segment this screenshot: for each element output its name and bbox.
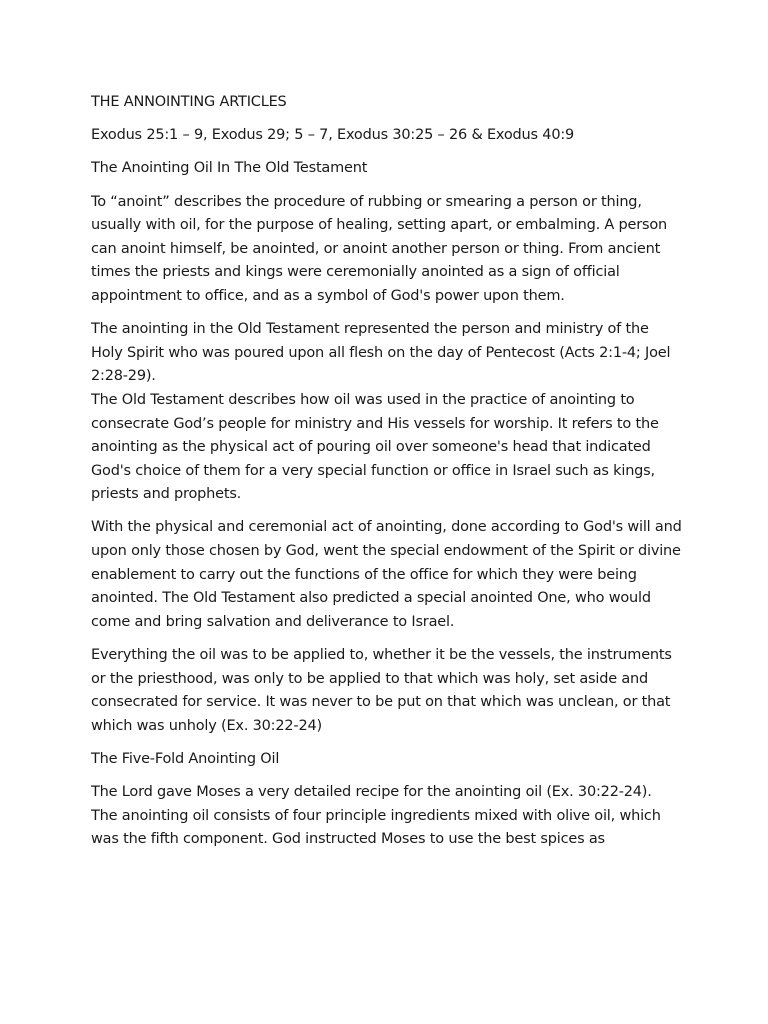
text-line: THE ANNOINTING ARTICLES (91, 94, 287, 110)
text-line: times the priests and kings were ceremonially anointed as a sign of official (91, 264, 620, 281)
text-line: can anoint himself, be anointed, or anoint another person or thing. From ancient (91, 240, 661, 257)
text-line: Everything the oil was to be applied to, whether it be the vessels, the instruments (91, 647, 672, 664)
text-line: consecrated for service. It was never to be put on that which was unclean, or that (91, 694, 671, 711)
text-line: With the physical and ceremonial act of anointing, done according to God's will and (91, 519, 682, 536)
text-line: The anointing oil consists of four principle ingredients mixed with olive oil, which (91, 807, 661, 824)
text-line: priests and prophets. (91, 486, 242, 503)
text-line: God's choice of them for a very special function or office in Israel such as kings, (91, 462, 655, 479)
text-line: appointment to office, and as a symbol of God's power upon them. (91, 287, 565, 304)
text-line: consecrate God’s people for ministry and His vessels for worship. It refers to the (91, 415, 659, 432)
document-page (91, 91, 682, 862)
text-line: usually with oil, for the purpose of healing, setting apart, or embalming. A person (91, 217, 668, 234)
text-line: The Lord gave Moses a very detailed recipe for the anointing oil (Ex. 30:22-24). (91, 784, 652, 801)
heading-heading-old-testament (91, 157, 671, 181)
text-line: The anointing in the Old Testament represented the person and ministry of the (91, 321, 649, 338)
text-line: 2:28-29). (91, 368, 156, 385)
text-line: To “anoint” describes the procedure of rubbing or smearing a person or thing, (91, 193, 642, 210)
text-line: enablement to carry out the functions of the office for which they were being (91, 566, 637, 583)
text-line: was the fifth component. God instructed Moses to use the best spices as (91, 831, 605, 848)
text-line: The Five-Fold Anointing Oil (91, 751, 280, 767)
text-line: or the priesthood, was only to be applied to that which was holy, set aside and (91, 670, 649, 687)
paragraph-para-4 (91, 516, 682, 634)
text-line: anointed. The Old Testament also predicted a special anointed One, who would (91, 590, 651, 607)
text-line: The Old Testament describes how oil was used in the practice of anointing to (91, 391, 635, 408)
paragraph-para-2 (91, 318, 671, 389)
paragraph-para-1 (91, 191, 671, 309)
text-line: come and bring salvation and deliverance to Israel. (91, 613, 455, 630)
text-line: The Anointing Oil In The Old Testament (91, 160, 368, 177)
paragraph-para-5 (91, 644, 671, 738)
paragraph-para-6 (91, 781, 671, 852)
text-line: which was unholy (Ex. 30:22-24) (91, 717, 322, 734)
heading-title (91, 91, 671, 115)
text-line: Holy Spirit who was poured upon all flesh on the day of Pentecost (Acts 2:1-4; Joel (91, 344, 671, 361)
text-line: anointing as the physical act of pouring oil over someone's head that indicated (91, 439, 651, 456)
text-line: Exodus 25:1 – 9, Exodus 29; 5 – 7, Exodus 30:25 – 26 & Exodus 40:9 (91, 127, 575, 144)
heading-heading-five-fold (91, 748, 671, 772)
paragraph-scripture-refs (91, 124, 671, 148)
paragraph-para-3 (91, 389, 671, 507)
text-line: upon only those chosen by God, went the special endowment of the Spirit or divine (91, 543, 681, 560)
